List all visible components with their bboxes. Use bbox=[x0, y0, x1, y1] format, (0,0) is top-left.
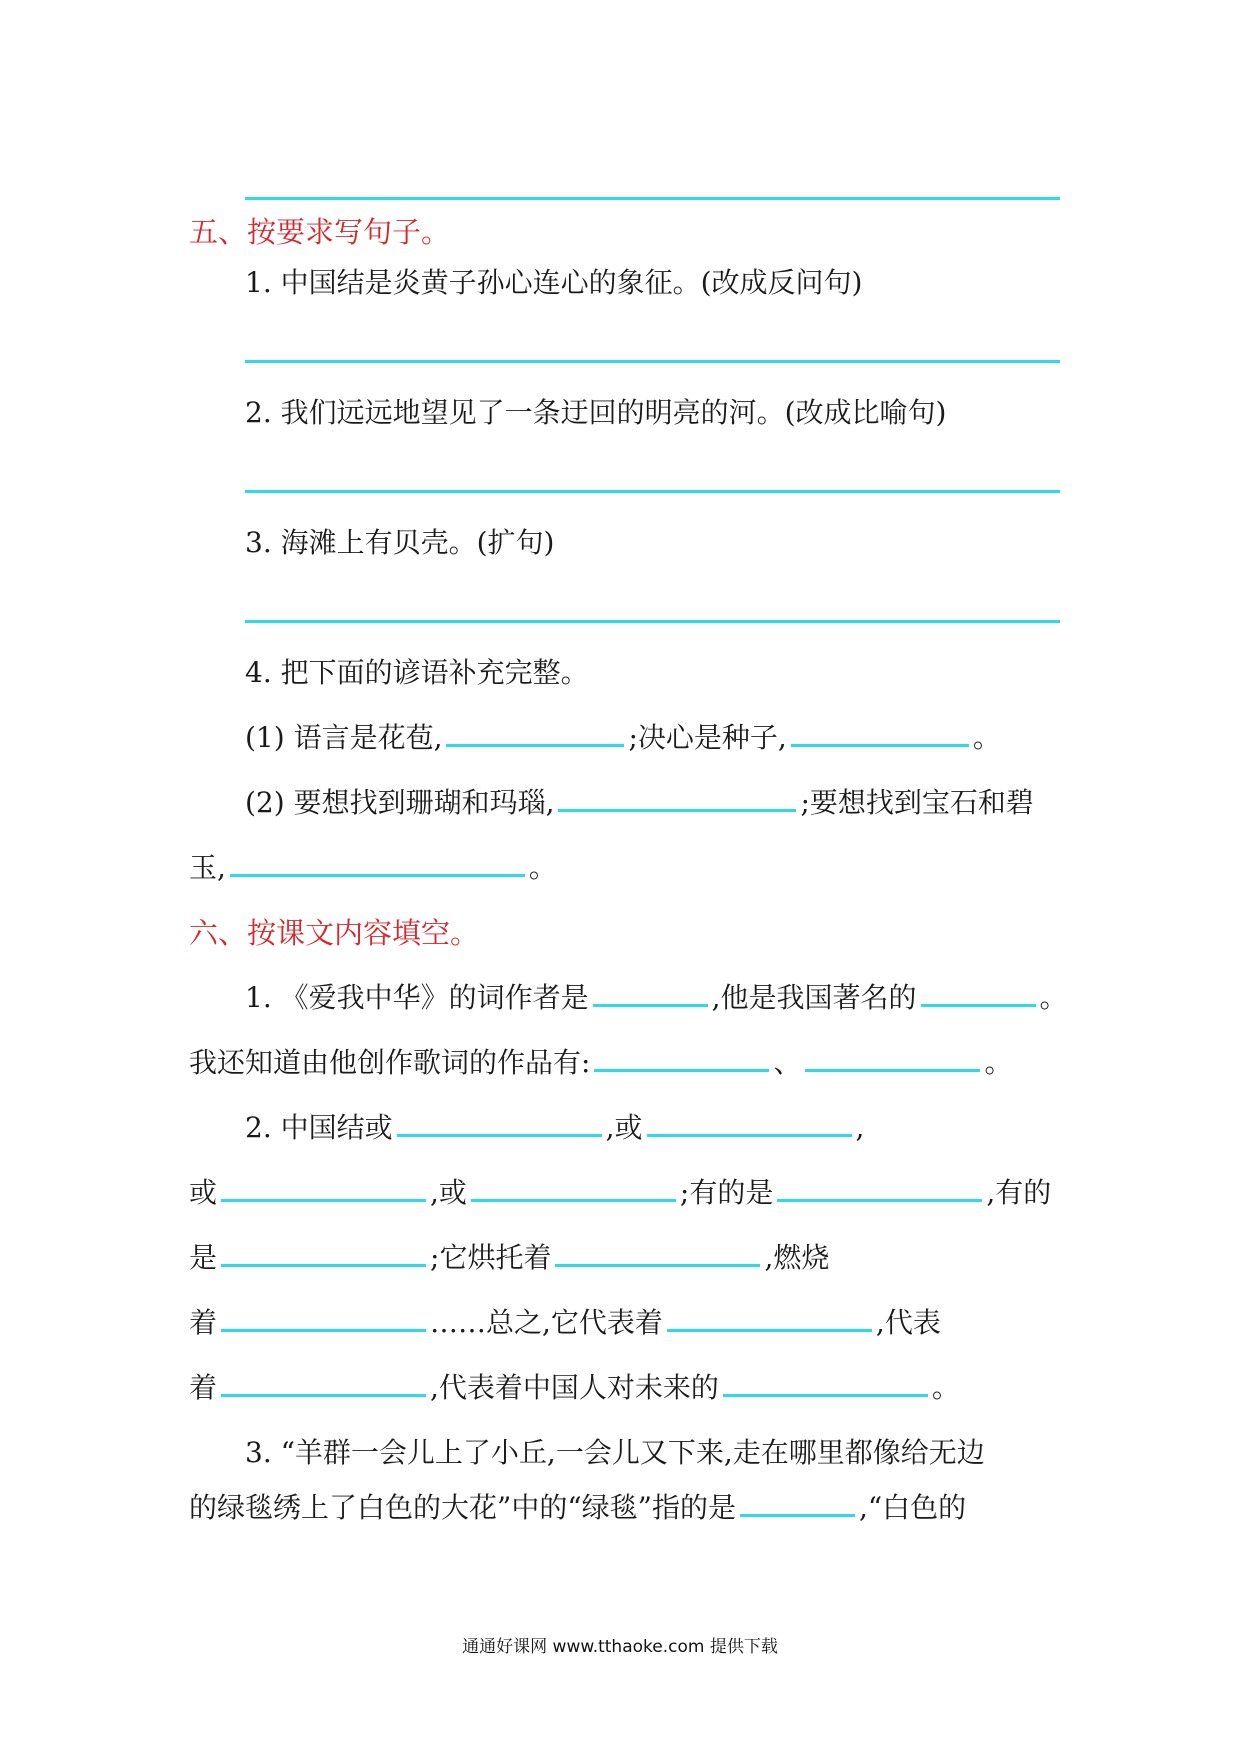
section-5-title: 五、按要求写句子。 bbox=[189, 215, 451, 249]
q6-1-part-b: ,他是我国著名的 bbox=[711, 981, 917, 1014]
q5-4-2-line-2 bbox=[189, 850, 557, 886]
q6-2-part-b: ,或 bbox=[605, 1111, 643, 1144]
blank-q5-4-2-a[interactable] bbox=[558, 787, 796, 812]
section-6-title: 六、按课文内容填空。 bbox=[189, 916, 480, 950]
q6-2-part-k: 着 bbox=[189, 1306, 218, 1339]
q6-2-part-e: ,或 bbox=[430, 1176, 467, 1209]
q6-2-line-2 bbox=[189, 1175, 1051, 1211]
q6-2-part-g: ,有的 bbox=[986, 1176, 1052, 1209]
q6-3-line-1: 3. “羊群一会儿上了小丘,一会儿又下来,走在哪里都像给无边 bbox=[245, 1436, 985, 1469]
q5-3-text: 3. 海滩上有贝壳。(扩句) bbox=[245, 526, 555, 559]
blank-q6-1-b[interactable] bbox=[921, 982, 1036, 1007]
page-footer: 通通好课网 www.tthaoke.com 提供下载 bbox=[462, 1637, 778, 1657]
q6-2-part-d: 或 bbox=[189, 1176, 218, 1209]
blank-q5-4-1-b[interactable] bbox=[791, 722, 969, 747]
blank-q6-2-k[interactable] bbox=[723, 1372, 928, 1397]
blank-q6-3-a[interactable] bbox=[740, 1492, 855, 1517]
q6-1-part-c: 。 bbox=[1039, 981, 1068, 1014]
q6-2-part-i: ;它烘托着 bbox=[430, 1241, 552, 1274]
q5-4-2-line bbox=[245, 785, 1034, 821]
q5-4-text: 4. 把下面的谚语补充完整。 bbox=[245, 656, 589, 689]
q6-2-part-m: ,代表 bbox=[875, 1306, 941, 1339]
answer-line-top[interactable] bbox=[245, 197, 1060, 200]
q6-2-part-n: 着 bbox=[189, 1371, 218, 1404]
q6-2-line-1 bbox=[245, 1110, 864, 1146]
q5-4-2-part-c: 玉, bbox=[189, 851, 226, 884]
q5-2-text: 2. 我们远远地望见了一条迂回的明亮的河。(改成比喻句) bbox=[245, 396, 947, 429]
q5-4-2-part-d: 。 bbox=[528, 851, 557, 884]
q6-2-part-h: 是 bbox=[189, 1241, 218, 1274]
q6-2-part-c: , bbox=[855, 1111, 865, 1144]
blank-q5-4-2-b[interactable] bbox=[230, 852, 525, 877]
q6-3-part-b: 的绿毯绣上了白色的大花”中的“绿毯”指的是 bbox=[189, 1491, 736, 1524]
blank-q6-1-a[interactable] bbox=[593, 982, 708, 1007]
blank-q6-1-c[interactable] bbox=[594, 1047, 769, 1072]
q6-1-line-2 bbox=[189, 1045, 1012, 1081]
q6-2-part-f: ;有的是 bbox=[679, 1176, 774, 1209]
q6-2-part-p: 。 bbox=[931, 1371, 960, 1404]
q5-1-text: 1. 中国结是炎黄子孙心连心的象征。(改成反问句) bbox=[245, 266, 863, 299]
q6-2-part-a: 2. 中国结或 bbox=[245, 1111, 393, 1144]
blank-q6-2-j[interactable] bbox=[221, 1372, 426, 1397]
blank-q6-2-h[interactable] bbox=[221, 1307, 426, 1332]
q6-1-part-a: 1. 《爱我中华》的词作者是 bbox=[245, 981, 589, 1014]
blank-q6-2-a[interactable] bbox=[397, 1112, 602, 1137]
q5-4-1-line bbox=[245, 720, 1001, 756]
answer-line-q5-1[interactable] bbox=[245, 360, 1060, 363]
blank-q6-2-e[interactable] bbox=[777, 1177, 982, 1202]
answer-line-q5-3[interactable] bbox=[245, 620, 1060, 623]
blank-q6-2-i[interactable] bbox=[667, 1307, 872, 1332]
q6-1-part-e: 、 bbox=[773, 1046, 802, 1079]
blank-q5-4-1-a[interactable] bbox=[446, 722, 624, 747]
q6-1-line-1 bbox=[245, 980, 1068, 1016]
blank-q6-1-d[interactable] bbox=[805, 1047, 980, 1072]
blank-q6-2-b[interactable] bbox=[647, 1112, 852, 1137]
blank-q6-2-c[interactable] bbox=[221, 1177, 426, 1202]
q5-4-1-part-c: 。 bbox=[972, 721, 1001, 754]
q5-4-2-part-a: (2) 要想找到珊瑚和玛瑙, bbox=[245, 786, 555, 819]
q6-2-line-5 bbox=[189, 1370, 960, 1406]
q6-2-part-l: ……总之,它代表着 bbox=[430, 1306, 663, 1339]
blank-q6-2-f[interactable] bbox=[221, 1242, 426, 1267]
q5-4-1-part-a: (1) 语言是花苞, bbox=[245, 721, 443, 754]
q6-3-part-c: ,“白色的 bbox=[858, 1491, 967, 1524]
answer-line-q5-2[interactable] bbox=[245, 490, 1060, 493]
q6-2-line-3 bbox=[189, 1240, 829, 1276]
q6-1-part-d: 我还知道由他创作歌词的作品有: bbox=[189, 1046, 591, 1079]
q6-2-part-j: ,燃烧 bbox=[764, 1241, 830, 1274]
q6-3-line-2 bbox=[189, 1490, 966, 1526]
q6-2-line-4 bbox=[189, 1305, 941, 1341]
blank-q6-2-d[interactable] bbox=[471, 1177, 676, 1202]
q5-4-2-part-b: ;要想找到宝石和碧 bbox=[800, 786, 1034, 819]
q6-2-part-o: ,代表着中国人对未来的 bbox=[430, 1371, 719, 1404]
q5-4-1-part-b: ;决心是种子, bbox=[628, 721, 787, 754]
q6-1-part-f: 。 bbox=[984, 1046, 1013, 1079]
blank-q6-2-g[interactable] bbox=[555, 1242, 760, 1267]
